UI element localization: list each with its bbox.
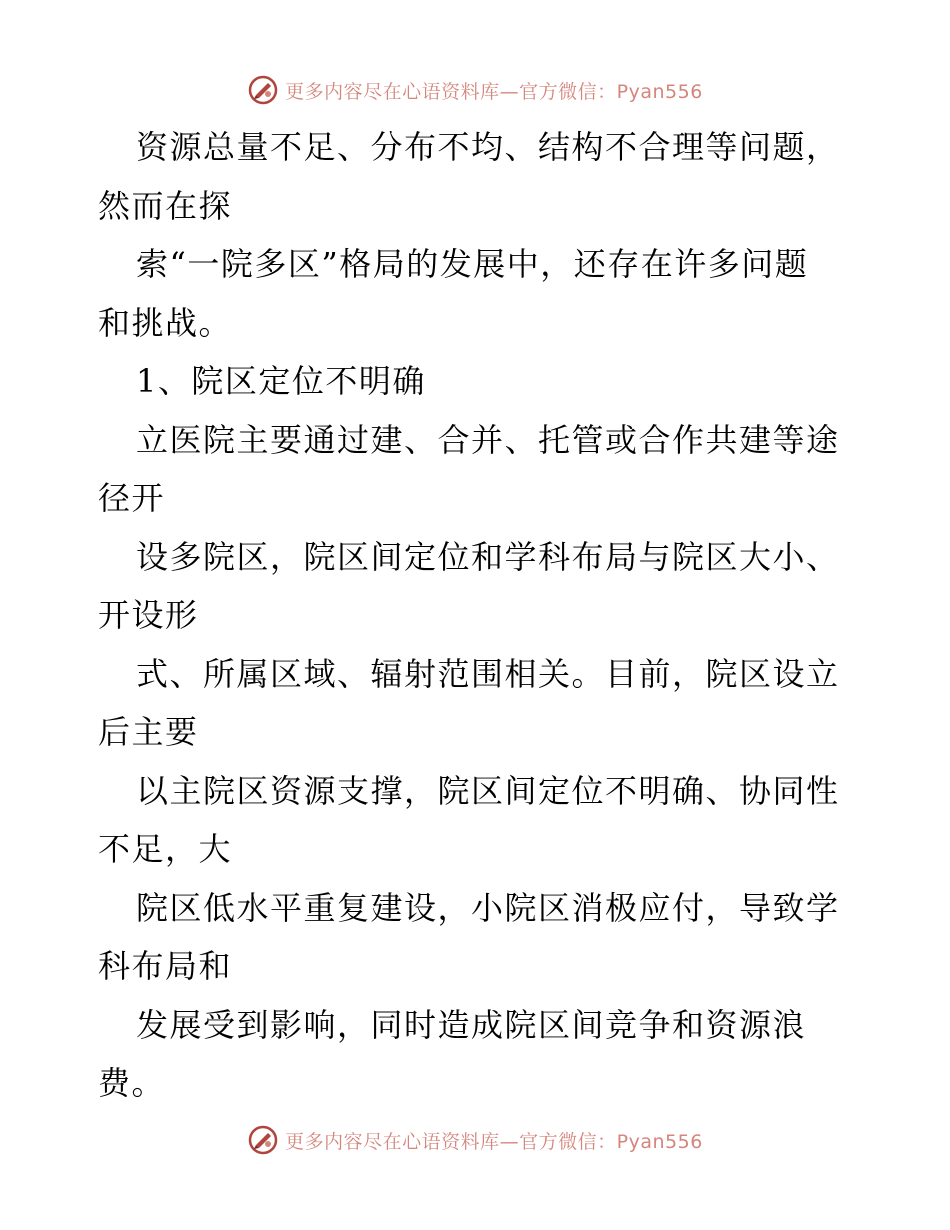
document-body (98, 118, 858, 1113)
brand-logo-icon (247, 1124, 279, 1156)
text-line: 索“一院多区”格局的发展中，还存在许多问题 (136, 245, 809, 283)
watermark-text: 更多内容尽在心语资料库—官方微信：Pyan556 (285, 1130, 703, 1153)
brand-logo-icon (247, 74, 279, 106)
text-line: 设多院区，院区间定位和学科布局与院区大小、 (136, 537, 840, 576)
section-heading: 1、院区定位不明确 (136, 362, 426, 400)
text-line: 以主院区资源支撑，院区间定位不明确、协同性 (136, 771, 840, 810)
text-line: 后主要 (98, 713, 199, 751)
text-line: 立医院主要通过建、合并、托管或合作共建等途 (136, 420, 840, 459)
text-line: 和挑战。 (98, 303, 233, 342)
text-line: 然而在探 (98, 186, 233, 225)
watermark-text: 更多内容尽在心语资料库—官方微信：Pyan556 (285, 80, 703, 103)
text-line: 径开 (98, 479, 166, 517)
text-line: 发展受到影响，同时造成院区间竞争和资源浪 (136, 1005, 807, 1044)
text-line: 资源总量不足、分布不均、结构不合理等问题， (136, 128, 840, 166)
header-watermark (0, 70, 950, 110)
footer-watermark (0, 1120, 950, 1160)
text-line: 开设形 (98, 596, 199, 634)
text-line: 院区低水平重复建设，小院区消极应付，导致学 (136, 888, 840, 927)
text-line: 科布局和 (98, 947, 233, 985)
text-line: 式、所属区域、辐射范围相关。目前，院区设立 (136, 654, 840, 693)
text-line: 费。 (98, 1064, 166, 1102)
text-line: 不足，大 (98, 830, 233, 868)
